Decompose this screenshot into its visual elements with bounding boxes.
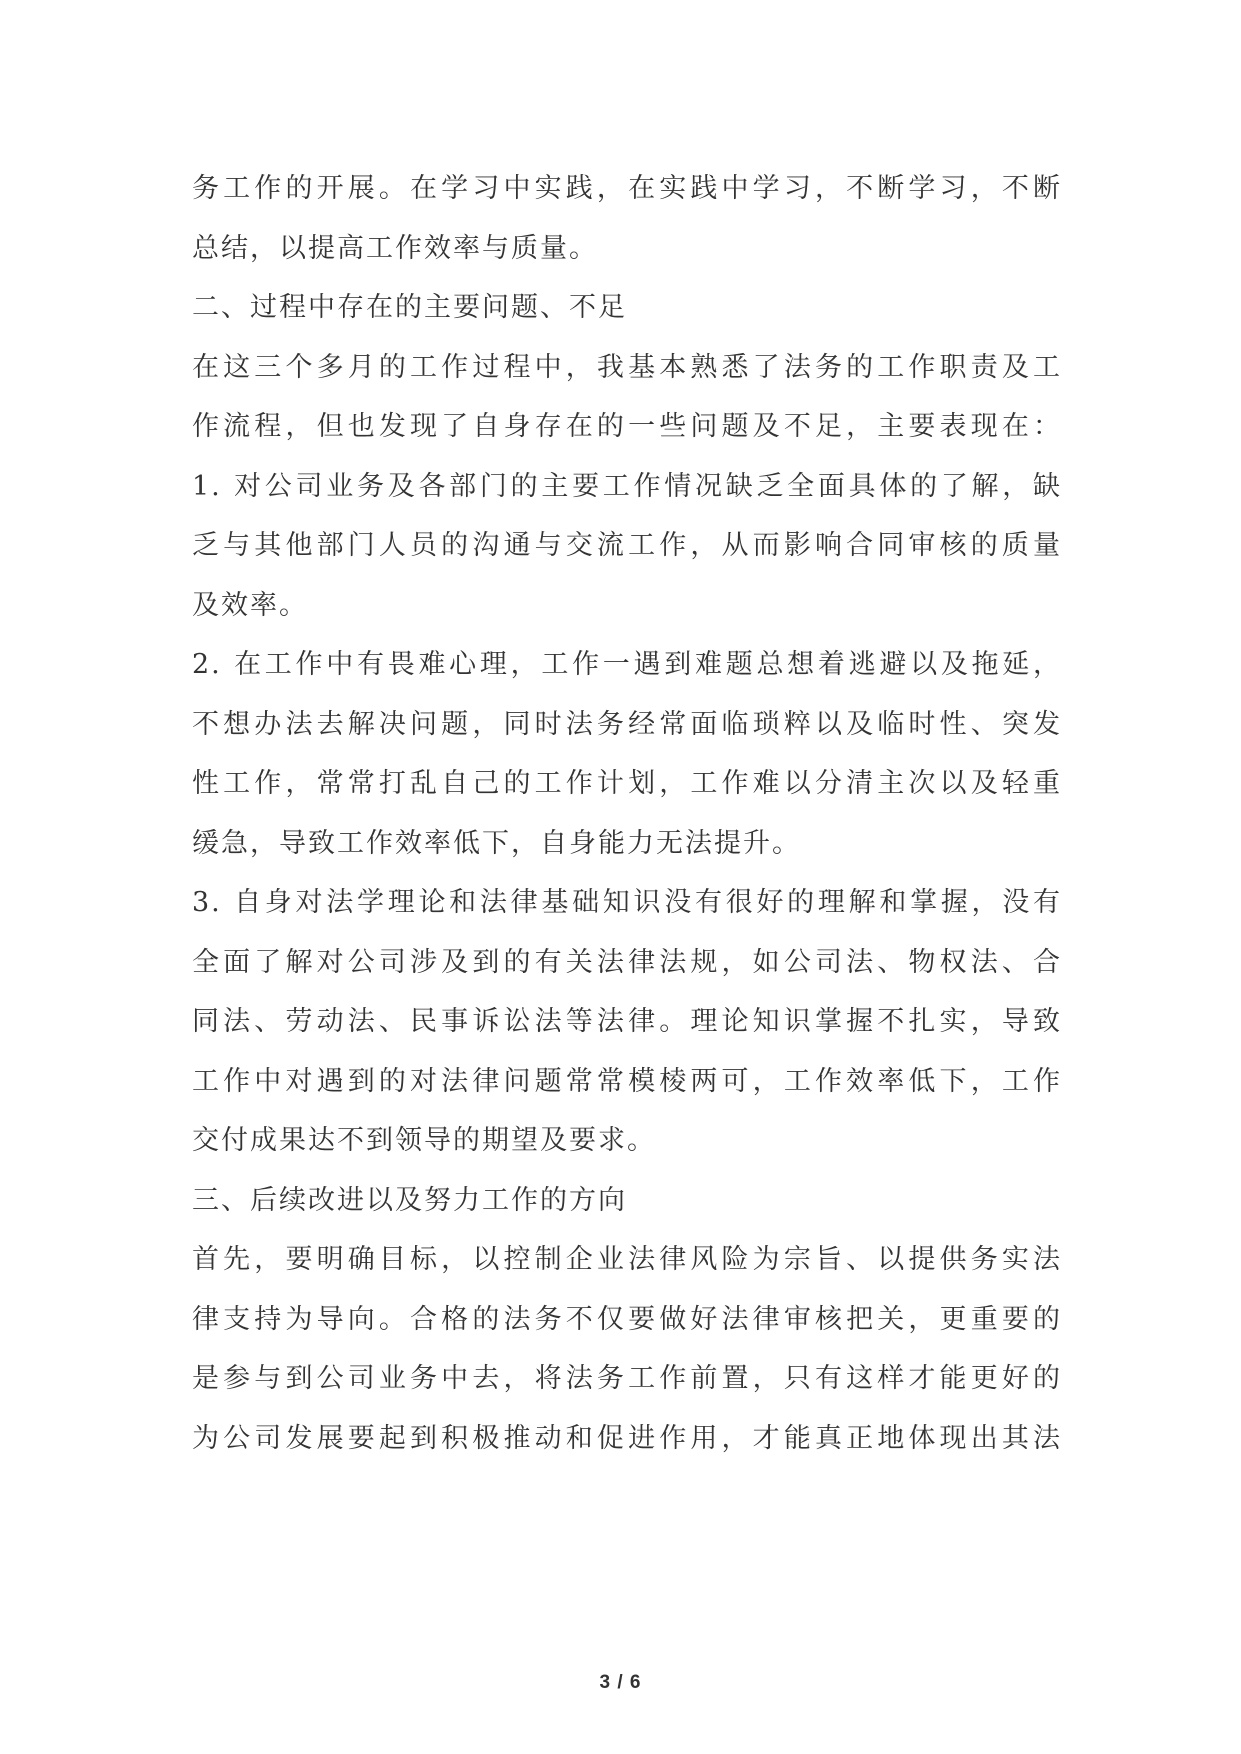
text-line: 律支持为导向。合格的法务不仅要做好法律审核把关，更重要的 [192, 1303, 1062, 1335]
page-number: 3 / 6 [599, 1672, 642, 1693]
text-line: 务工作的开展。在学习中实践，在实践中学习，不断学习，不断 [192, 173, 1062, 204]
body-text [192, 159, 1062, 1468]
text-line: 总结，以提高工作效率与质量。 [192, 232, 598, 264]
text-line: 作流程，但也发现了自身存在的一些问题及不足，主要表现在： [192, 411, 1062, 442]
text-line: 及效率。 [192, 589, 308, 621]
list-item-line: 1. 对公司业务及各部门的主要工作情况缺乏全面具体的了解，缺 [192, 470, 1062, 502]
text-line: 是参与到公司业务中去，将法务工作前置，只有这样才能更好的 [192, 1363, 1062, 1394]
text-line: 交付成果达不到领导的期望及要求。 [192, 1125, 656, 1156]
text-line: 全面了解对公司涉及到的有关法律法规，如公司法、物权法、合 [192, 946, 1062, 978]
text-line: 不想办法去解决问题，同时法务经常面临琐粹以及临时性、突发 [192, 708, 1062, 740]
text-line: 为公司发展要起到积极推动和促进作用，才能真正地体现出其法 [192, 1422, 1062, 1454]
text-line: 同法、劳动法、民事诉讼法等法律。理论知识掌握不扎实，导致 [192, 1006, 1062, 1037]
text-line: 工作中对遇到的对法律问题常常模棱两可，工作效率低下，工作 [192, 1065, 1062, 1097]
text-line: 首先，要明确目标，以控制企业法律风险为宗旨、以提供务实法 [192, 1244, 1062, 1275]
text-line: 性工作，常常打乱自己的工作计划，工作难以分清主次以及轻重 [192, 768, 1062, 799]
section-heading: 三、后续改进以及努力工作的方向 [192, 1184, 627, 1216]
list-item-line: 3. 自身对法学理论和法律基础知识没有很好的理解和掌握，没有 [192, 887, 1062, 918]
text-line: 乏与其他部门人员的沟通与交流工作，从而影响合同审核的质量 [192, 530, 1062, 561]
list-item-line: 2. 在工作中有畏难心理，工作一遇到难题总想着逃避以及拖延， [192, 649, 1062, 680]
text-line: 在这三个多月的工作过程中，我基本熟悉了法务的工作职责及工 [192, 351, 1062, 383]
text-line: 缓急，导致工作效率低下，自身能力无法提升。 [192, 827, 801, 859]
section-heading: 二、过程中存在的主要问题、不足 [192, 292, 627, 323]
